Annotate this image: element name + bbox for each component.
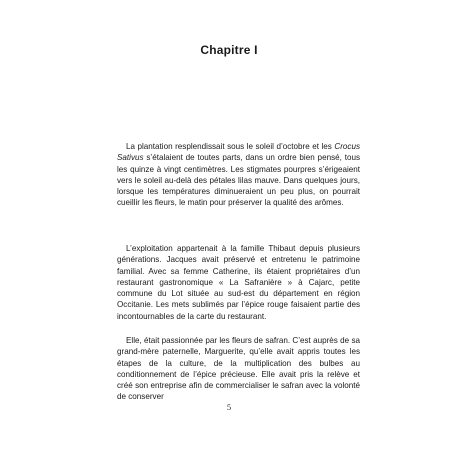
- paragraph-1-text-end: s’étalaient de toutes parts, dans un ordre bien pensé, tous les quinze à vingt centimètres. Les stigmates pourpres s’érigeaient vers le soleil au-delà des pétales lilas mauve. Dans quelques jours, lorsque les températures diminueraient un peu plus, on pourrait cueillir les fleurs, le matin pour préserver la qualité des arômes.: [117, 153, 360, 208]
- page-number: 5: [226, 402, 232, 412]
- paragraph-1-block: [117, 141, 360, 209]
- paragraph-1-italic-term: Crocus Sativus: [117, 142, 360, 163]
- paragraph-1: [117, 141, 360, 209]
- paragraph-3: Elle, était passionnée par les fleurs de safran. C’est auprès de sa grand-mère paternelle, Marguerite, qu’elle avait appris toutes les étapes de la culture, de la multiplication des bulbes au conditionnement de l’épice précieuse. Elle avait pris la relève et créé son entreprise afin de commercialiser le safran avec la volonté de conserver: [117, 336, 360, 402]
- paragraph-3-block: [117, 335, 360, 403]
- chapter-title: Chapitre I: [200, 43, 258, 57]
- paragraph-2-block: [117, 243, 360, 322]
- paragraph-2: L’exploitation appartenait à la famille Thibaut depuis plusieurs générations. Jacques avait préservé et entretenu le patrimoine familial. Avec sa femme Catherine, ils étaient propriétaires d’un restaurant gastronomique « La Safranière » à Cajarc, petite commune du Lot située au sud-est du département en région Occitanie. Les mets sublimés par l’épice rouge faisaient partie des incontournables de la carte du restaurant.: [117, 244, 360, 321]
- paragraph-1-text-start: La plantation resplendissait sous le soleil d’octobre et les: [126, 142, 335, 151]
